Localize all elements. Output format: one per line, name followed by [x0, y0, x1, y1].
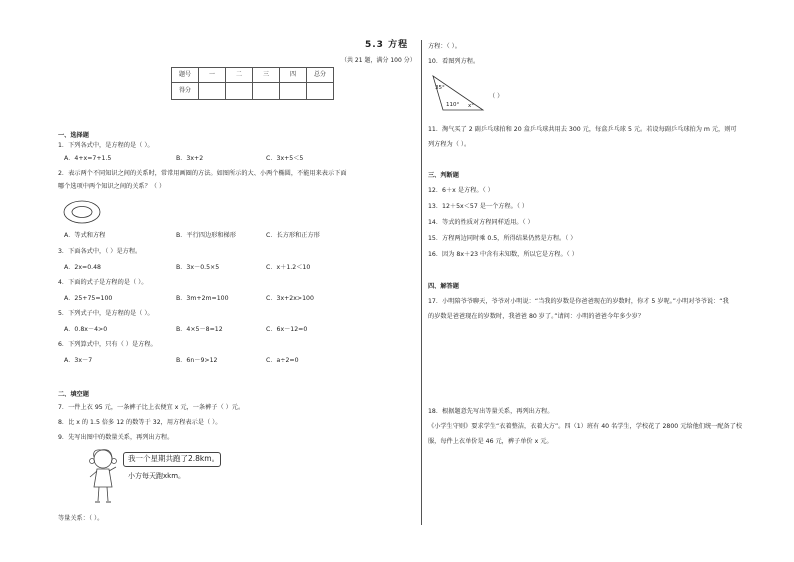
question-17-cont: 的岁数是爸爸现在的岁数时，我爸爸 80 岁了。”请问：小明的爸爸今年多少岁？ [428, 313, 645, 320]
girl-pigtail [112, 459, 117, 464]
speech-bubble [123, 452, 221, 467]
angle-label: 110° [446, 102, 460, 108]
option-a[interactable]: A．4+x=7+1.5 [64, 155, 112, 162]
table-cell: 三 [253, 68, 280, 83]
inner-ellipse [72, 207, 92, 218]
question-10-answer: （ ） [489, 93, 504, 100]
table-cell: 题号 [172, 68, 199, 83]
girl-illustration [86, 447, 120, 507]
question-3: 3．下面各式中，（ ）是方程。 [58, 248, 142, 255]
question-18: 18．根据题意先写出等量关系，再列出方程。 [428, 408, 554, 415]
option-a[interactable]: A．25+75=100 [64, 295, 113, 302]
question-14: 14．等式的性质对方程同样适用。（ ） [428, 219, 534, 226]
question-2-cont: 哪个选项中两个知识之间的关系？（ ） [58, 183, 166, 190]
question-12: 12．6＋x 是方程。（ ） [428, 187, 494, 194]
table-cell: 四 [280, 68, 307, 83]
question-16: 16．因为 8x＋23 中含有未知数，所以它是方程。（ ） [428, 251, 578, 258]
table-cell: 总分 [307, 68, 334, 83]
question-1: 1．下列各式中，是方程的是（ ）。 [58, 142, 154, 149]
option-a[interactable]: A．3x－7 [64, 357, 93, 364]
table-row [172, 68, 334, 83]
section-heading-judge: 三、判断题 [428, 172, 459, 179]
table-cell[interactable] [226, 83, 253, 100]
page-subtitle: （共 21 题，满分 100 分） [341, 57, 416, 64]
option-c[interactable]: C．长方形和正方形 [266, 232, 320, 239]
option-b[interactable]: B．3x－0.5×5 [176, 264, 220, 271]
question-13: 13．12＋5x＜57 是一个方程。（ ） [428, 203, 529, 210]
angle-label: x° [468, 103, 475, 109]
section-heading-answer: 四、解答题 [428, 283, 459, 290]
option-a[interactable]: A．等式和方程 [64, 232, 106, 239]
score-table [171, 67, 334, 100]
girl-head [94, 450, 112, 468]
question-9-text: 小方每天跑xkm。 [128, 472, 186, 480]
table-cell[interactable] [199, 83, 226, 100]
option-b[interactable]: B．平行四边形和梯形 [176, 232, 236, 239]
girl-hair [94, 450, 112, 459]
table-cell[interactable] [307, 83, 334, 100]
section-heading-choice: 一、选择题 [58, 132, 89, 139]
question-8: 8．比 x 的 1.5 倍多 12 的数等于 32，用方程表示是（ ）。 [58, 419, 222, 426]
option-c[interactable]: C．a÷2=0 [266, 357, 299, 364]
ellipses-figure [62, 199, 102, 225]
page-title: 5.3 方程 [365, 40, 409, 50]
question-7: 7．一件上衣 95 元，一条裤子比上衣便宜 x 元，一条裤子（ ）元。 [58, 404, 245, 411]
question-6: 6．下列算式中，只有（ ）是方程。 [58, 341, 157, 348]
outer-ellipse [64, 201, 100, 223]
table-cell[interactable] [253, 83, 280, 100]
question-17: 17．小明陪爷爷聊天，爷爷对小明说：“当我的岁数是你爸爸现在的岁数时，你才 5 岁呢。”小明对爷爷说：“我 [428, 298, 729, 305]
question-9-equation: 等量关系：（ ）。 [58, 515, 104, 522]
question-11: 11．淘气买了 2 副乒乓球拍和 20 盒乒乓球共用去 300 元，每盒乒乓球 5 元。若设每副乒乓球拍为 m 元，则可 [428, 126, 737, 133]
option-b[interactable]: B．3x+2 [176, 155, 204, 162]
question-2: 2．表示两个不同知识之间的关系时，常常用画圈的方法。如图所示的大、小两个椭圆，不能用来表示下面 [58, 170, 347, 177]
option-c[interactable]: C．3x+5＜5 [266, 155, 304, 162]
question-9-equation-line: 方程：（ ）。 [428, 43, 461, 50]
option-a[interactable]: A．2x=0.48 [64, 264, 101, 271]
table-cell: 得分 [172, 83, 199, 100]
table-cell[interactable] [280, 83, 307, 100]
option-b[interactable]: B．3m+2m=100 [176, 295, 229, 302]
question-18-text-cont: 服，每件上衣单价是 46 元，裤子单价 x 元。 [428, 438, 553, 445]
girl-legs [98, 487, 108, 501]
question-11-cont: 列方程为（ ）。 [428, 141, 471, 148]
option-a[interactable]: A．0.8x－4>0 [64, 326, 108, 333]
table-row [172, 83, 334, 100]
question-15: 15．方程两边同时乘 0.5，所得结果仍然是方程。（ ） [428, 235, 577, 242]
angle-label: 35° [435, 85, 445, 91]
table-cell: 一 [199, 68, 226, 83]
option-b[interactable]: B．4×5－8=12 [176, 326, 223, 333]
question-18-text: 《小学生守则》要求学生“衣着整洁，衣着大方”。四（1）班有 40 名学生，学校花了 2800 元给他们统一配备了校 [428, 423, 743, 430]
girl-pigtail [90, 459, 95, 464]
table-cell: 二 [226, 68, 253, 83]
question-9: 9．先写出图中的数量关系，再列出方程。 [58, 434, 174, 441]
option-c[interactable]: C．3x+2x>100 [266, 295, 314, 302]
question-4: 4．下面的式子是方程的是（ ）。 [58, 279, 148, 286]
section-heading-fill: 二、填空题 [58, 391, 89, 398]
girl-arms [90, 467, 116, 477]
column-divider [421, 40, 422, 525]
option-c[interactable]: C．x＋1.2＜10 [266, 264, 311, 271]
question-10: 10．看图列方程。 [428, 58, 480, 65]
option-c[interactable]: C．6x－12=0 [266, 326, 308, 333]
speech-bubble-text: 我一个星期共跑了2.8km。 [128, 454, 220, 463]
question-5: 5．下列式子中，是方程的是（ ）。 [58, 310, 154, 317]
option-b[interactable]: B．6n－9>12 [176, 357, 218, 364]
